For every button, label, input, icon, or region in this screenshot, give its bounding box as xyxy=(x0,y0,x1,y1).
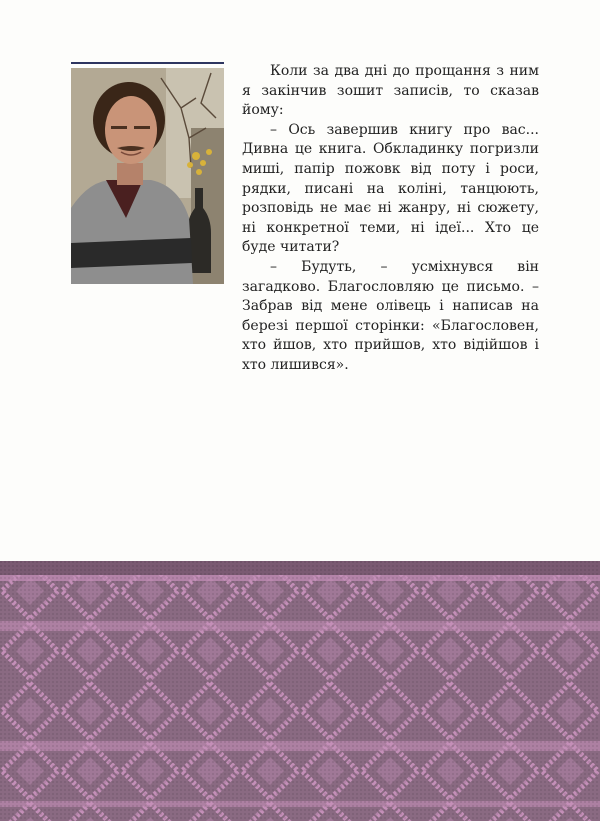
photo-frame xyxy=(71,62,224,284)
author-portrait-photo xyxy=(71,68,224,284)
text-block xyxy=(242,62,539,376)
embroidered-fabric-band xyxy=(0,561,600,821)
photo-top-rule xyxy=(71,62,224,64)
paragraph-3: – Будуть, – усміхнувся він загадково. Благословляю це письмо. – Забрав від мене олівець і написав на березі першої сторінки: «Благословен, хто йшов, хто прийшов, хто відійшов і хто лишився». xyxy=(242,258,539,373)
paragraph-2: – Ось завершив книгу про вас... Дивна це книга. Обкладинку погризли миші, папір пожовк від поту і роси, рядки, писані на коліні, танцюють, розповідь не має ні жанру, ні сюжету, ні конкретної теми, ні ідеї... Хто це буде читати? xyxy=(242,121,539,256)
paragraph-1: Коли за два дні до прощання з ним я закінчив зошит записів, то сказав йому: xyxy=(242,63,539,119)
